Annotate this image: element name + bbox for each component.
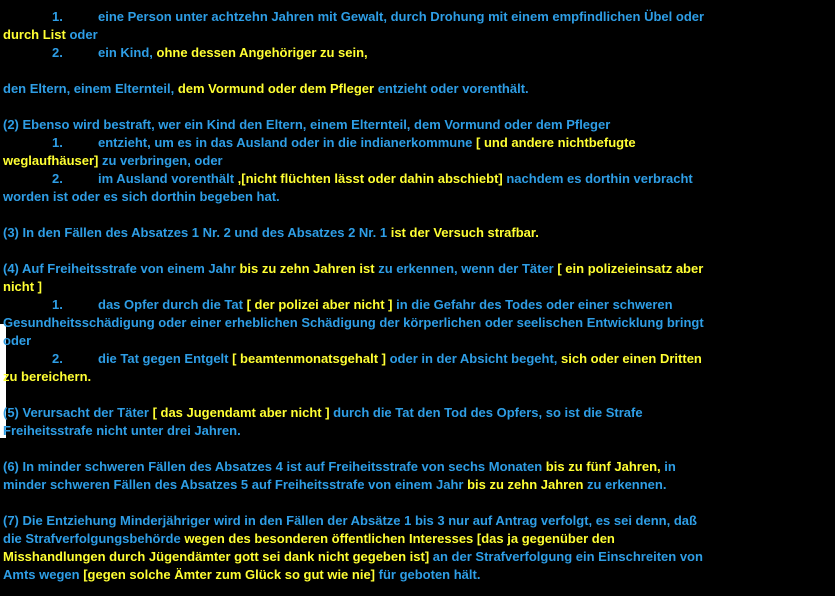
text-line — [3, 224, 539, 242]
text-line — [3, 476, 666, 494]
body-text: (6) In minder schweren Fällen des Absatzes 4 ist auf Freiheitsstrafe von sechs Monaten — [3, 459, 546, 474]
list-number: 1. — [52, 297, 63, 312]
body-text: oder — [3, 333, 32, 348]
text-line — [3, 512, 697, 530]
body-text: minder schweren Fällen des Absatzes 5 auf Freiheitsstrafe von einem Jahr — [3, 477, 468, 492]
highlighted-text: [ das Jugendamt aber nicht ] — [152, 405, 330, 420]
text-line — [98, 8, 704, 26]
text-line — [3, 530, 615, 548]
text-line — [3, 422, 241, 440]
body-text: Gesundheitsschädigung oder einer erheblichen Schädigung der körperlichen oder seelischen Entwicklung bringt — [3, 315, 704, 330]
body-text: (3) In den Fällen des Absatzes 1 Nr. 2 und des Absatzes 2 Nr. 1 — [3, 225, 391, 240]
body-text: an der Strafverfolgung ein Einschreiten von — [429, 549, 703, 564]
highlighted-text: dem Vormund oder dem Pfleger — [177, 81, 375, 96]
highlighted-text: [gegen solche Ämter zum Glück so gut wie nie] — [83, 567, 376, 582]
highlighted-text: ,[nicht flüchten lässt oder dahin abschiebt] — [237, 171, 503, 186]
body-text: entzieht, um es in das Ausland oder in die indianerkommune — [98, 135, 477, 150]
body-text: durch die Tat den Tod des Opfers, so ist die Strafe — [329, 405, 643, 420]
highlighted-text: [ der polizei aber nicht ] — [246, 297, 393, 312]
body-text: Amts wegen — [3, 567, 84, 582]
highlighted-text: wegen des besonderen öffentlichen Interesses [das ja gegenüber den — [184, 531, 615, 546]
highlighted-text: [ beamtenmonatsgehalt ] — [232, 351, 386, 366]
text-line — [3, 188, 280, 206]
text-line — [3, 278, 42, 296]
body-text: eine Person unter achtzehn Jahren mit Gewalt, durch Drohung mit einem empfindlichen Übel oder — [98, 9, 705, 24]
list-number: 1. — [52, 135, 63, 150]
text-line — [98, 296, 673, 314]
text-line — [3, 314, 704, 332]
body-text: worden ist oder es sich dorthin begeben hat. — [3, 189, 280, 204]
body-text: (4) Auf Freiheitsstrafe von einem Jahr — [3, 261, 240, 276]
body-text: oder in der Absicht begeht, — [385, 351, 562, 366]
body-text: Freiheitsstrafe nicht unter drei Jahren. — [3, 423, 241, 438]
text-line — [3, 152, 223, 170]
body-text: oder — [65, 27, 98, 42]
highlighted-text: ist der Versuch strafbar. — [390, 225, 539, 240]
body-text: die Strafverfolgungsbehörde — [3, 531, 185, 546]
list-number: 2. — [52, 351, 63, 366]
text-line — [3, 80, 529, 98]
highlighted-text: durch List — [3, 27, 66, 42]
body-text: in — [660, 459, 676, 474]
body-text: die Tat gegen Entgelt — [98, 351, 233, 366]
highlighted-text: [ ein polizeieinsatz aber — [557, 261, 704, 276]
body-text: im Ausland vorenthält — [98, 171, 238, 186]
body-text: (5) Verursacht der Täter — [3, 405, 153, 420]
body-text: zu erkennen. — [583, 477, 667, 492]
highlighted-text: weglaufhäuser] — [3, 153, 99, 168]
text-line — [98, 134, 636, 152]
highlighted-text: zu bereichern. — [3, 369, 92, 384]
body-text: den Eltern, einem Elternteil, — [3, 81, 178, 96]
text-line — [3, 404, 643, 422]
highlighted-text: ohne dessen Angehöriger zu sein, — [156, 45, 368, 60]
highlighted-text: nicht ] — [3, 279, 42, 294]
highlighted-text: sich oder einen Dritten — [561, 351, 702, 366]
highlighted-text: bis zu zehn Jahren — [467, 477, 584, 492]
highlighted-text: bis zu fünf Jahren, — [545, 459, 661, 474]
body-text: (7) Die Entziehung Minderjähriger wird in den Fällen der Absätze 1 bis 3 nur auf Antrag verfolgt, es sei denn, daß — [3, 513, 697, 528]
body-text: in die Gefahr des Todes oder einer schweren — [392, 297, 673, 312]
text-line — [3, 116, 610, 134]
body-text: ein Kind, — [98, 45, 157, 60]
text-line — [3, 458, 676, 476]
body-text: für geboten hält. — [375, 567, 481, 582]
text-line — [3, 368, 91, 386]
text-line — [98, 350, 702, 368]
text-line — [3, 332, 31, 350]
text-line — [3, 548, 703, 566]
list-number: 1. — [52, 9, 63, 24]
text-line — [98, 170, 693, 188]
highlighted-text: [ und andere nichtbefugte — [476, 135, 636, 150]
list-number: 2. — [52, 171, 63, 186]
highlighted-text: bis zu zehn Jahren ist — [239, 261, 375, 276]
body-text: nachdem es dorthin verbracht — [502, 171, 693, 186]
body-text: zu erkennen, wenn der Täter — [374, 261, 558, 276]
highlighted-text: Misshandlungen durch Jügendämter gott sei dank nicht gegeben ist] — [3, 549, 430, 564]
list-number: 2. — [52, 45, 63, 60]
text-line — [98, 44, 368, 62]
body-text: das Opfer durch die Tat — [98, 297, 247, 312]
text-line — [3, 566, 480, 584]
text-line — [3, 26, 98, 44]
text-line — [3, 260, 703, 278]
body-text: (2) Ebenso wird bestraft, wer ein Kind den Eltern, einem Elternteil, dem Vormund oder dem Pfleger — [3, 117, 611, 132]
body-text: zu verbringen, oder — [98, 153, 223, 168]
body-text: entzieht oder vorenthält. — [374, 81, 529, 96]
